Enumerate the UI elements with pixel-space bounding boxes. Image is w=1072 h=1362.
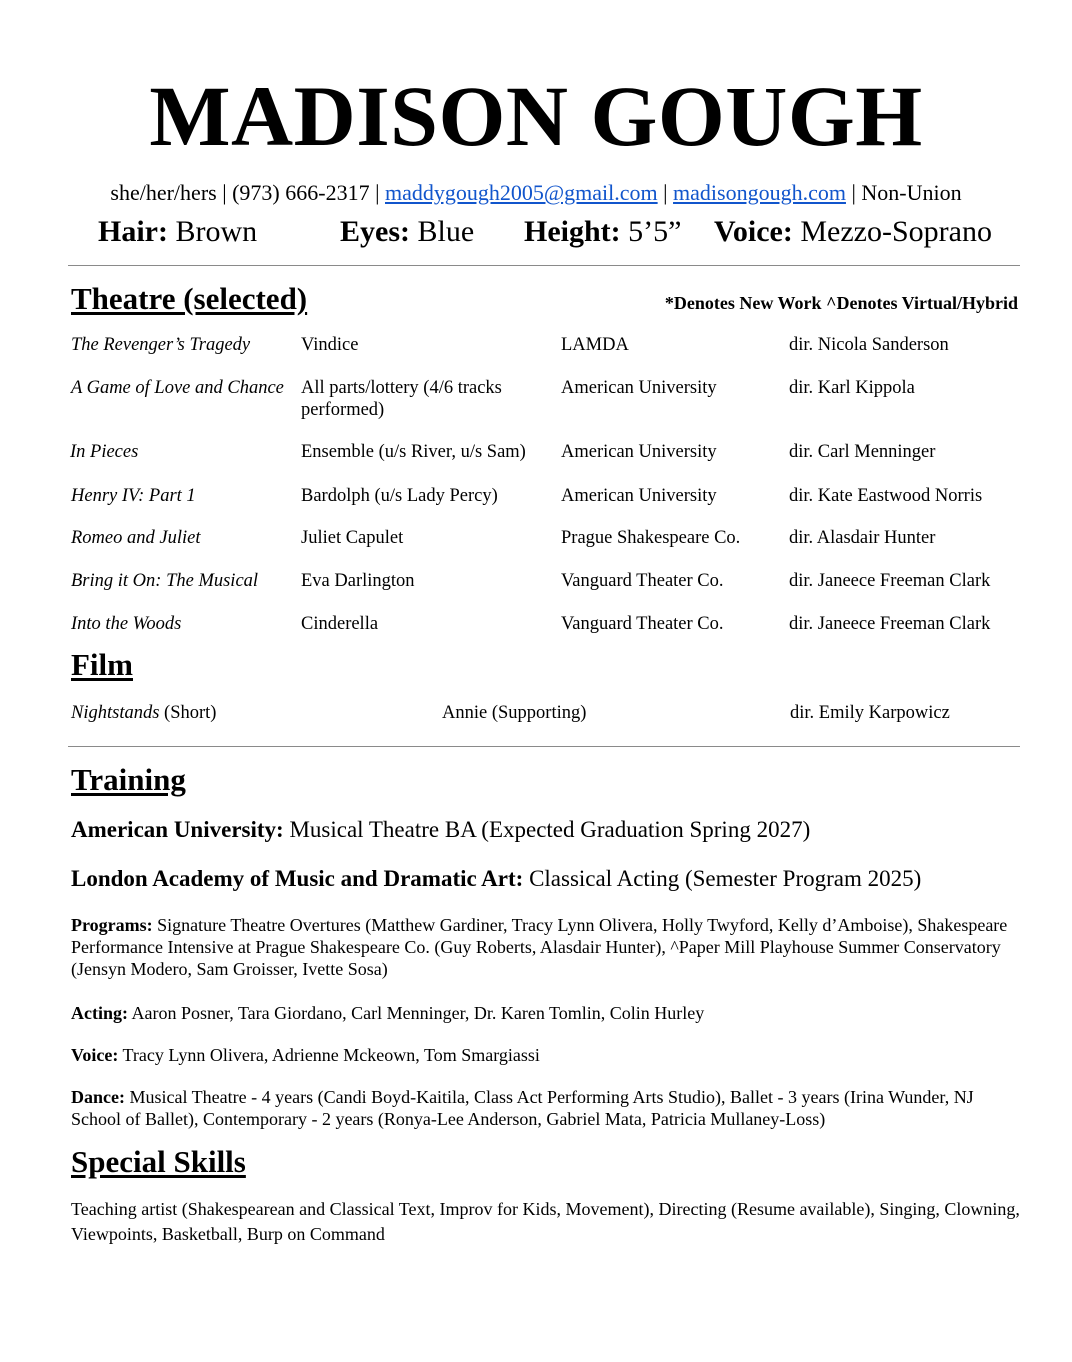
venue: American University (561, 378, 717, 398)
special-skills-heading: Special Skills (71, 1144, 246, 1179)
stat-hair (98, 213, 257, 251)
venue: American University (561, 442, 717, 462)
role: Ensemble (u/s River, u/s Sam) (301, 442, 526, 462)
show-title: Bring it On: The Musical (71, 571, 259, 591)
stat-value: Blue (410, 215, 475, 248)
training-label: Acting: (71, 1003, 128, 1023)
show-title: A Game of Love and Chance (71, 378, 284, 398)
stat-label: Height: (524, 215, 621, 248)
show-title: Into the Woods (71, 614, 182, 634)
stat-value: Mezzo-Soprano (792, 215, 992, 248)
training-text: Musical Theatre - 4 years (Candi Boyd-Kaitila, Class Act Performing Arts Studio), Ballet - 3 years (Irina Wunder, NJ School of Ballet), Contemporary - 2 years (Ronya-Lee Anderson, Gabriel Mata, Patricia Mullaney-Loss) (71, 1087, 974, 1129)
contact-separator: | (657, 180, 674, 205)
stat-label: Hair: (98, 215, 168, 248)
venue: American University (561, 486, 717, 506)
role: Annie (Supporting) (442, 703, 587, 723)
training-label: Voice: (71, 1045, 119, 1065)
contact-separator: | (369, 180, 385, 205)
director: dir. Nicola Sanderson (789, 335, 949, 355)
film-heading: Film (71, 647, 133, 682)
website-link[interactable]: madisongough.com (673, 180, 846, 205)
special-skills-text: Teaching artist (Shakespearean and Classical Text, Improv for Kids, Movement), Directing (Resume available), Singing, Clowning, Viewpoints, Basketball, Burp on Command (71, 1199, 1020, 1244)
role: Vindice (301, 335, 359, 355)
school-detail: Classical Acting (Semester Program 2025) (523, 866, 922, 891)
physical-stats (98, 213, 1038, 251)
stat-height (524, 213, 681, 251)
contact-line (0, 178, 1072, 208)
venue: Vanguard Theater Co. (561, 571, 724, 591)
training-school (71, 864, 1031, 894)
film-type: (Short) (159, 703, 217, 723)
training-school (71, 815, 1031, 845)
show-title: Romeo and Juliet (71, 528, 201, 548)
email-link[interactable]: maddygough2005@gmail.com (385, 180, 658, 205)
divider (68, 746, 1020, 747)
show-title: The Revenger’s Tragedy (71, 335, 251, 355)
training-voice (71, 1044, 1021, 1066)
actor-name: MADISON GOUGH (149, 68, 923, 164)
director: dir. Janeece Freeman Clark (789, 614, 991, 634)
director: dir. Carl Menninger (789, 442, 936, 462)
school-name: American University: (71, 817, 284, 842)
training-label: Programs: (71, 915, 153, 935)
pronouns: she/her/hers (110, 180, 217, 205)
stat-label: Voice: (714, 215, 793, 248)
role: Eva Darlington (301, 571, 415, 591)
training-programs (71, 914, 1021, 980)
venue: LAMDA (561, 335, 629, 355)
school-detail: Musical Theatre BA (Expected Graduation Spring 2027) (283, 817, 811, 842)
venue: Vanguard Theater Co. (561, 614, 724, 634)
stat-value: Brown (167, 215, 258, 248)
stat-voice (714, 213, 992, 251)
school-name: London Academy of Music and Dramatic Art: (71, 866, 524, 891)
training-text: Tracy Lynn Olivera, Adrienne Mckeown, Tom Smargiassi (118, 1045, 540, 1065)
show-title: Henry IV: Part 1 (71, 486, 196, 506)
director: dir. Karl Kippola (789, 378, 915, 398)
stat-value: 5’5” (620, 215, 682, 248)
film-name: Nightstands (71, 703, 160, 723)
director: dir. Emily Karpowicz (790, 703, 950, 723)
theatre-heading: Theatre (selected) (71, 281, 308, 316)
divider (68, 265, 1020, 266)
role: Cinderella (301, 614, 379, 634)
contact-separator: | (216, 180, 233, 205)
training-text: Aaron Posner, Tara Giordano, Carl Menninger, Dr. Karen Tomlin, Colin Hurley (128, 1003, 705, 1023)
role: All parts/lottery (4/6 tracks performed) (301, 378, 502, 420)
training-acting (71, 1002, 1021, 1024)
contact-separator: | (845, 180, 862, 205)
stat-eyes (340, 213, 474, 251)
role: Bardolph (u/s Lady Percy) (301, 486, 498, 506)
training-heading: Training (71, 762, 186, 797)
training-dance (71, 1086, 1021, 1130)
film-title (71, 702, 431, 724)
theatre-legend: *Denotes New Work ^Denotes Virtual/Hybrid (664, 293, 1018, 313)
director: dir. Kate Eastwood Norris (789, 486, 983, 506)
venue: Prague Shakespeare Co. (561, 528, 741, 548)
stat-label: Eyes: (340, 215, 410, 248)
show-title: In Pieces (70, 442, 139, 462)
training-label: Dance: (71, 1087, 125, 1107)
director: dir. Alasdair Hunter (789, 528, 936, 548)
training-text: Signature Theatre Overtures (Matthew Gardiner, Tracy Lynn Olivera, Holly Twyford, Kelly d’Amboise), Shakespeare Performance Intensive at Prague Shakespeare Co. (Guy Roberts, Alasdair Hunter), ^Paper Mill Playhouse Summer Conservatory (Jensyn Modero, Sam Groisser, Ivette Sosa) (71, 915, 1008, 979)
phone-number: (973) 666-2317 (232, 180, 370, 205)
role: Juliet Capulet (301, 528, 404, 548)
director: dir. Janeece Freeman Clark (789, 571, 991, 591)
union-status: Non-Union (861, 180, 962, 205)
